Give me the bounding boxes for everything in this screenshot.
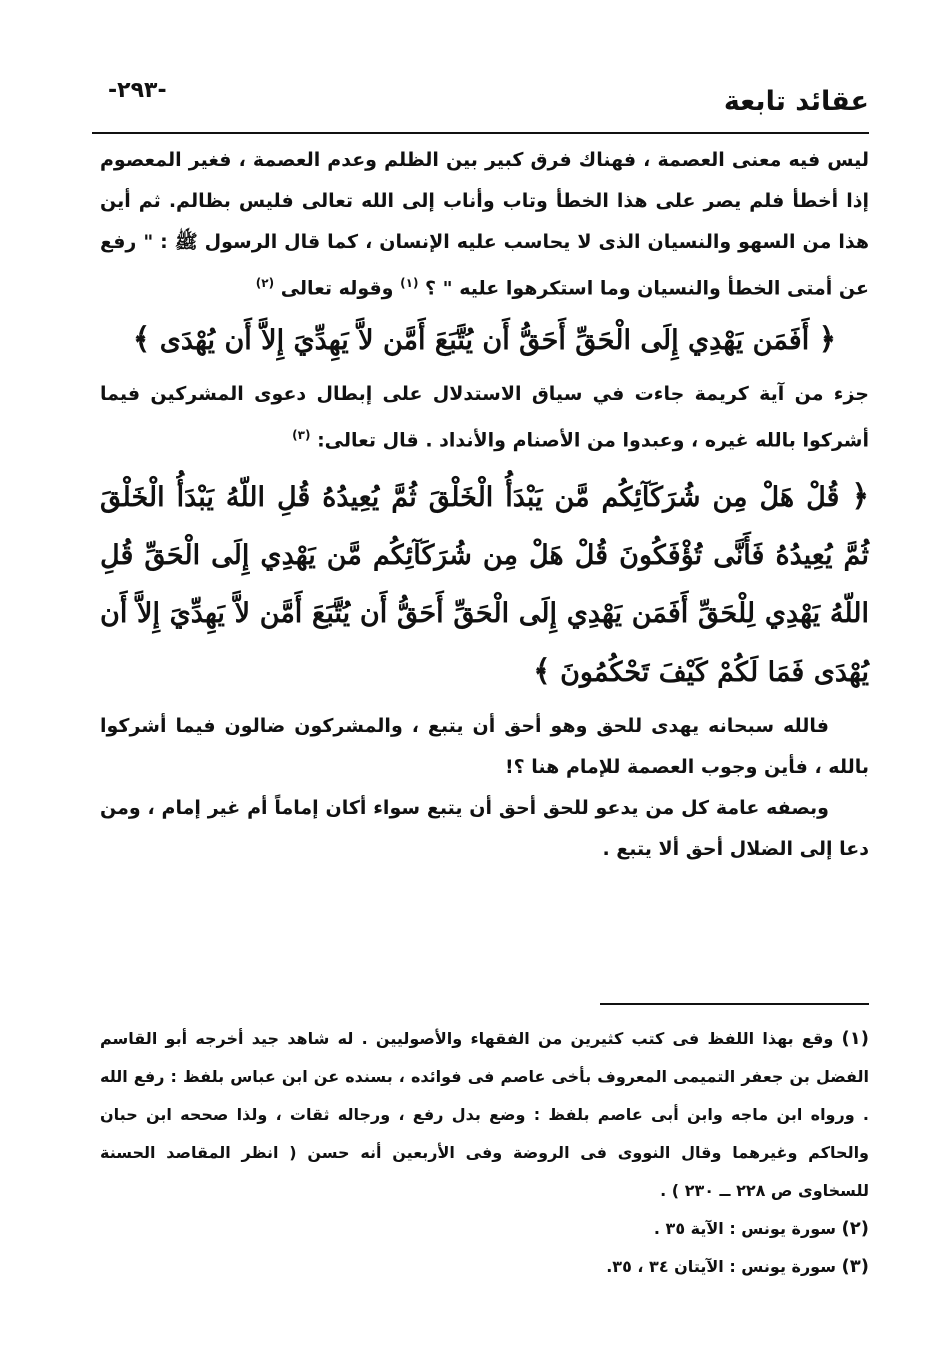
running-title: عقائد تابعة	[723, 86, 869, 117]
quran-verse-2	[100, 468, 869, 702]
quran-verse-1	[100, 315, 869, 366]
verse-close-bracket: ﴾	[533, 653, 551, 689]
footnote-text: سورة يونس : الآيتان ٣٤ ، ٣٥.	[606, 1257, 836, 1276]
footnote-ref-1: (١)	[400, 276, 419, 290]
verse-open-bracket: ﴿	[851, 478, 870, 514]
paragraph-2	[100, 374, 869, 461]
header-rule	[92, 132, 869, 134]
verse-close-bracket: ﴾	[132, 322, 151, 358]
footnote-text: سورة يونس : الآية ٣٥ .	[653, 1219, 836, 1238]
verse-2-text: قُلْ هَلْ مِن شُرَكَآئِكُم مَّن يَبْدَأُ الْخَلْقَ ثُمَّ يُعِيدُهُ قُلِ اللّهُ يَبْدَأُ الْخَلْقَ ثُمَّ يُعِيدُهُ فَأَنَّى تُؤْفَكُونَ قُلْ هَلْ مِن شُرَكَآئِكُم مَّن يَهْدِي إِلَى الْحَقِّ قُلِ اللّهُ يَهْدِي لِلْحَقِّ أَفَمَن يَهْدِي إِلَى الْحَقِّ أَحَقُّ أَن يُتَّبَعَ أَمَّن لاَّ يَهِدِّيَ إِلاَّ أَن يُهْدَى فَمَا لَكُمْ كَيْفَ تَحْكُمُونَ	[100, 481, 869, 688]
footnote-2	[100, 1210, 869, 1248]
page-header	[96, 70, 869, 134]
footnote-1	[100, 1020, 869, 1210]
verse-1-text: أَفَمَن يَهْدِي إِلَى الْحَقِّ أَحَقُّ أَن يُتَّبَعَ أَمَّن لاَّ يَهِدِّيَ إِلاَّ أَن يُهْدَى	[159, 325, 810, 357]
footnote-3	[100, 1248, 869, 1286]
paragraph-1-tail: وقوله تعالى	[280, 277, 394, 300]
page-number: -٢٩٣-	[108, 78, 167, 103]
paragraph-3: فالله سبحانه يهدى للحق وهو أحق أن يتبع ، والمشركون ضالون فيما أشركوا بالله ، فأين وجوب العصمة للإمام هنا ؟!	[100, 714, 869, 778]
footnote-text: وقع بهذا اللفظ فى كتب كثيرين من الفقهاء والأصوليين . له شاهد جيد أخرجه أبو القاسم الفضل بن جعفر التميمى المعروف بأخى عاصم فى فوائده ، بسنده عن ابن عباس بلفظ : رفع الله . ورواه ابن ماجه وابن أبى عاصم بلفظ : وضع بدل رفع ، ورجاله ثقات ، ولذا صححه ابن حبان والحاكم وغيرهما وقال النووى فى الروضة وفى الأربعين أنه حسن ( انظر المقاصد الحسنة للسخاوى ص ٢٢٨ ــ ٢٣٠ ) .	[100, 1029, 869, 1200]
paragraph-1	[100, 140, 869, 309]
footnotes	[100, 1020, 869, 1286]
paragraph-4: وبصفه عامة كل من يدعو للحق أحق أن يتبع سواء أكان إماماً أم غير إمام ، ومن دعا إلى الضلال أحق ألا يتبع .	[100, 796, 869, 860]
footnote-ref-3: (٣)	[292, 428, 311, 443]
footnote-number: (٢)	[841, 1218, 869, 1239]
footnote-number: (١)	[841, 1028, 869, 1049]
verse-open-bracket: ﴿	[818, 322, 837, 358]
main-text	[100, 140, 869, 870]
paragraph-1-text: ليس فيه معنى العصمة ، فهناك فرق كبير بين الظلم وعدم العصمة ، فغير المعصوم إذا أخطأ فلم يصر على هذا الخطأ وتاب وأناب إلى الله تعالى فليس بظالم. ثم أين هذا من السهو والنسيان الذى لا يحاسب عليه الإنسان ، كما قال الرسول ﷺ : " رفع عن أمتى الخطأ والنسيان وما استكرهوا عليه " ؟	[100, 149, 869, 300]
paragraph-2-text: جزء من آية كريمة جاءت في سياق الاستدلال على إبطال دعوى المشركين فيما أشركوا بالله غيره ، وعبدوا من الأصنام والأنداد . قال تعالى:	[100, 383, 869, 452]
footnote-number: (٣)	[841, 1256, 869, 1277]
footnote-ref-2: (٢)	[255, 276, 275, 290]
footnote-separator	[600, 1003, 869, 1005]
